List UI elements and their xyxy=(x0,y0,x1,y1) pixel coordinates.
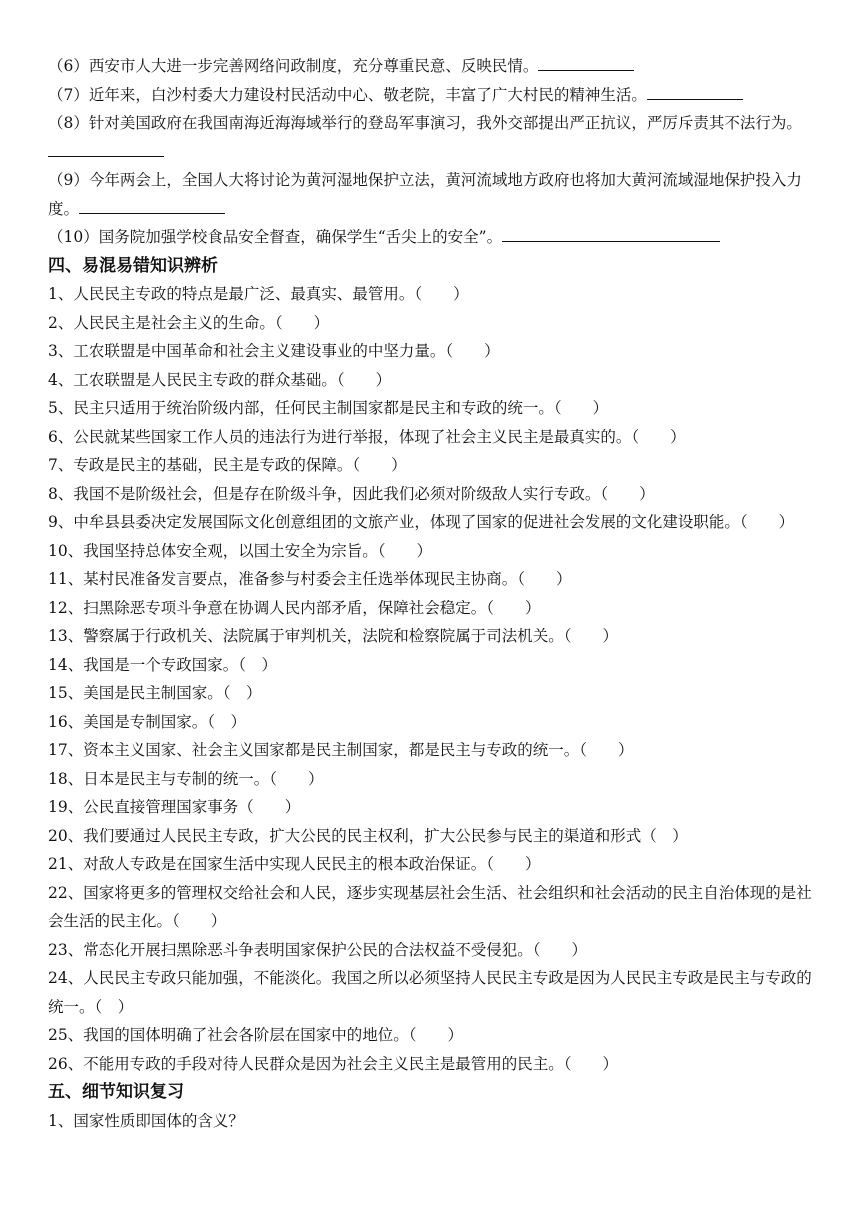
judgement-item: 10、我国坚持总体安全观，以国土安全为宗旨。（ ） xyxy=(48,541,432,560)
judgement-item: 20、我们要通过人民民主专政，扩大公民的民主权利，扩大公民参与民主的渠道和形式（ ） xyxy=(48,826,688,845)
judgement-item: 14、我国是一个专政国家。（ ） xyxy=(48,655,277,674)
judgement-item: 3、工农联盟是中国革命和社会主义建设事业的中坚力量。（ ） xyxy=(48,342,500,360)
judgement-question-list xyxy=(48,280,816,1078)
judgement-item: 23、常态化开展扫黑除恶斗争表明国家保护公民的合法权益不受侵犯。（ ） xyxy=(48,940,587,959)
judgement-item: 1、人民民主专政的特点是最广泛、最真实、最管用。（ ） xyxy=(48,285,469,303)
question-text: （7）近年来，白沙村委大力建设村民活动中心、敬老院，丰富了广大村民的精神生活。 xyxy=(48,85,647,104)
section-heading-5: 五、细节知识复习 xyxy=(48,1082,184,1102)
judgement-item: 24、人民民主专政只能加强，不能淡化。我国之所以必须坚持人民民主专政是因为人民民主专政是民主与专政的统一。（ ） xyxy=(48,969,812,1016)
judgement-item: 21、对敌人专政是在国家生活中实现人民民主的根本政治保证。（ ） xyxy=(48,855,541,873)
judgement-item: 2、人民民主是社会主义的生命。（ ） xyxy=(48,313,330,332)
judgement-item: 8、我国不是阶级社会，但是存在阶级斗争，因此我们必须对阶级敌人实行专政。（ ） xyxy=(48,484,655,503)
judgement-item: 7、专政是民主的基础，民主是专政的保障。（ ） xyxy=(48,456,407,474)
review-question-list xyxy=(48,1107,816,1136)
judgement-item: 4、工农联盟是人民民主专政的群众基础。（ ） xyxy=(48,370,392,389)
question-text: （6）西安市人大进一步完善网络问政制度，充分尊重民意、反映民情。 xyxy=(48,57,539,75)
answer-blank[interactable] xyxy=(502,227,720,242)
fill-question-6 xyxy=(48,52,816,81)
judgement-item: 17、资本主义国家、社会主义国家都是民主制国家，都是民主与专政的统一。（ ） xyxy=(48,741,634,759)
judgement-item: 18、日本是民主与专制的统一。（ ） xyxy=(48,769,324,788)
answer-blank[interactable] xyxy=(538,56,634,71)
fill-question-7 xyxy=(48,81,816,110)
judgement-item: 26、不能用专政的手段对待人民群众是因为社会主义民主是最管用的民主。（ ） xyxy=(48,1054,618,1073)
judgement-item: 11、某村民准备发言要点，准备参与村委会主任选举体现民主协商。（ ） xyxy=(48,570,572,588)
answer-blank[interactable] xyxy=(79,199,225,214)
judgement-item: 19、公民直接管理国家事务（ ） xyxy=(48,798,301,816)
answer-blank[interactable] xyxy=(647,85,743,100)
judgement-item: 9、中牟县县委决定发展国际文化创意组团的文旅产业，体现了国家的促进社会发展的文化建设职能。（ ） xyxy=(48,513,795,531)
judgement-item: 6、公民就某些国家工作人员的违法行为进行举报，体现了社会主义民主是最真实的。（ ） xyxy=(48,427,686,446)
fill-question-10 xyxy=(48,223,816,252)
judgement-item: 25、我国的国体明确了社会各阶层在国家中的地位。（ ） xyxy=(48,1026,463,1044)
fill-question-8 xyxy=(48,109,816,166)
answer-blank[interactable] xyxy=(48,142,164,157)
judgement-item: 12、扫黑除恶专项斗争意在协调人民内部矛盾，保障社会稳定。（ ） xyxy=(48,598,541,617)
fill-question-9 xyxy=(48,166,816,223)
fill-in-questions xyxy=(48,0,816,252)
question-text: （8）针对美国政府在我国南海近海海域举行的登岛军事演习，我外交部提出严正抗议，严厉斥责其不法行为。 xyxy=(48,114,802,132)
question-text: （10）国务院加强学校食品安全督查，确保学生“舌尖上的安全”。 xyxy=(48,228,503,246)
question-text: （9）今年两会上，全国人大将讨论为黄河湿地保护立法，黄河流域地方政府也将加大黄河流域湿地保护投入力度。 xyxy=(48,171,802,218)
review-item: 1、国家性质即国体的含义？ xyxy=(48,1111,244,1130)
judgement-item: 16、美国是专制国家。（ ） xyxy=(48,712,246,731)
judgement-item: 5、民主只适用于统治阶级内部，任何民主制国家都是民主和专政的统一。（ ） xyxy=(48,399,609,417)
judgement-item: 15、美国是民主制国家。（ ） xyxy=(48,684,262,702)
judgement-item: 22、国家将更多的管理权交给社会和人民，逐步实现基层社会生活、社会组织和社会活动的民主自治体现的是社会生活的民主化。（ ） xyxy=(48,883,812,930)
judgement-item: 13、警察属于行政机关、法院属于审判机关，法院和检察院属于司法机关。（ ） xyxy=(48,627,618,645)
section-heading-4: 四、易混易错知识辨析 xyxy=(48,255,218,276)
